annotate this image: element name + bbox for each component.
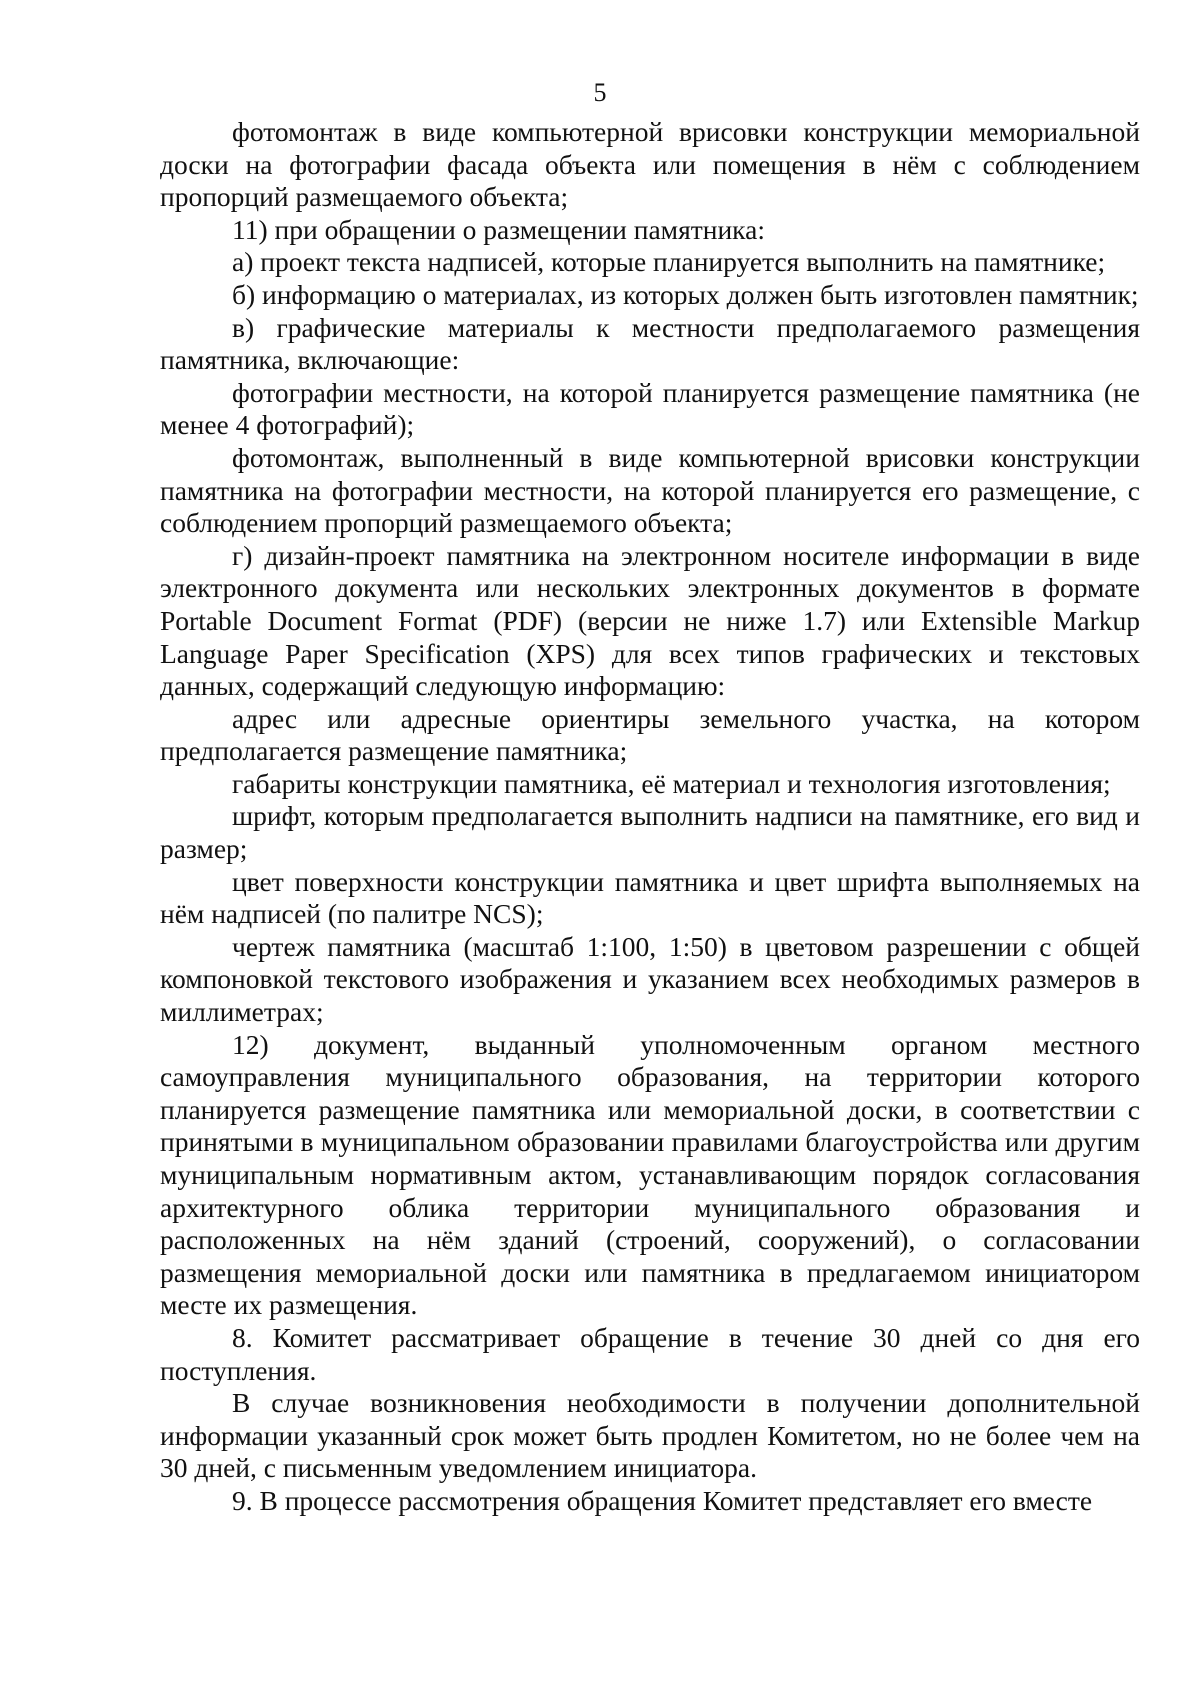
paragraph-photos: фотографии местности, на которой планируется размещение памятника (не менее 4 фотографий); [160,376,1140,441]
paragraph-item-11g: г) дизайн-проект памятника на электронном носителе информации в виде электронного документа или нескольких электронных документов в формате Portable Document Format (PDF) (версии не ниже 1.7) или Extensible Markup Language Paper Specification (XPS) для всех типов графических и текстовых данных, содержащий следующую информацию: [160,539,1140,702]
paragraph-color: цвет поверхности конструкции памятника и цвет шрифта выполняемых на нём надписей (по палитре NCS); [160,865,1140,930]
document-body [160,116,1140,1518]
paragraph-photomontage-board: фотомонтаж в виде компьютерной врисовки конструкции мемориальной доски на фотографии фасада объекта или помещения в нём с соблюдением пропорций размещаемого объекта; [160,116,1140,213]
paragraph-item-11: 11) при обращении о размещении памятника: [232,213,765,245]
paragraph-item-9: 9. В процессе рассмотрения обращения Комитет представляет его вместе [232,1484,1093,1516]
page-number: 5 [593,78,607,107]
paragraph-drawing: чертеж памятника (масштаб 1:100, 1:50) в цветовом разрешении с общей компоновкой текстового изображения и указанием всех необходимых размеров в миллиметрах; [160,930,1140,1028]
paragraph-dimensions: габариты конструкции памятника, её материал и технология изготовления; [232,767,1111,799]
paragraph-item-11v: в) графические материалы к местности предполагаемого размещения памятника, включающие: [160,311,1140,376]
paragraph-photomontage-monument: фотомонтаж, выполненный в виде компьютерной врисовки конструкции памятника на фотографии местности, на которой планируется его размещение, с соблюдением пропорций размещаемого объекта; [160,441,1140,539]
paragraph-item-11a: а) проект текста надписей, которые планируется выполнить на памятнике; [232,246,1106,278]
paragraph-item-11b: б) информацию о материалах, из которых должен быть изготовлен памятник; [232,278,1139,310]
paragraph-item-12: 12) документ, выданный уполномоченным органом местного самоуправления муниципального образования, на территории которого планируется размещение памятника или мемориальной доски, в соответствии с принятыми в муниципальном образовании правилами благоустройства или другим муниципальным нормативным актом, устанавливающим порядок согласования архитектурного облика территории муниципального образования и расположенных на нём зданий (строений, сооружений), о согласовании размещения мемориальной доски или памятника в предлагаемом инициатором месте их размещения. [160,1028,1140,1321]
paragraph-extension: В случае возникновения необходимости в получении дополнительной информации указанный срок может быть продлен Комитетом, но не более чем на 30 дней, с письменным уведомлением инициатора. [160,1387,1140,1484]
paragraph-item-8: 8. Комитет рассматривает обращение в течение 30 дней со дня его поступления. [160,1321,1140,1386]
paragraph-font: шрифт, которым предполагается выполнить надписи на памятнике, его вид и размер; [160,800,1140,865]
paragraph-address: адрес или адресные ориентиры земельного участка, на котором предполагается размещение памятника; [160,702,1140,767]
